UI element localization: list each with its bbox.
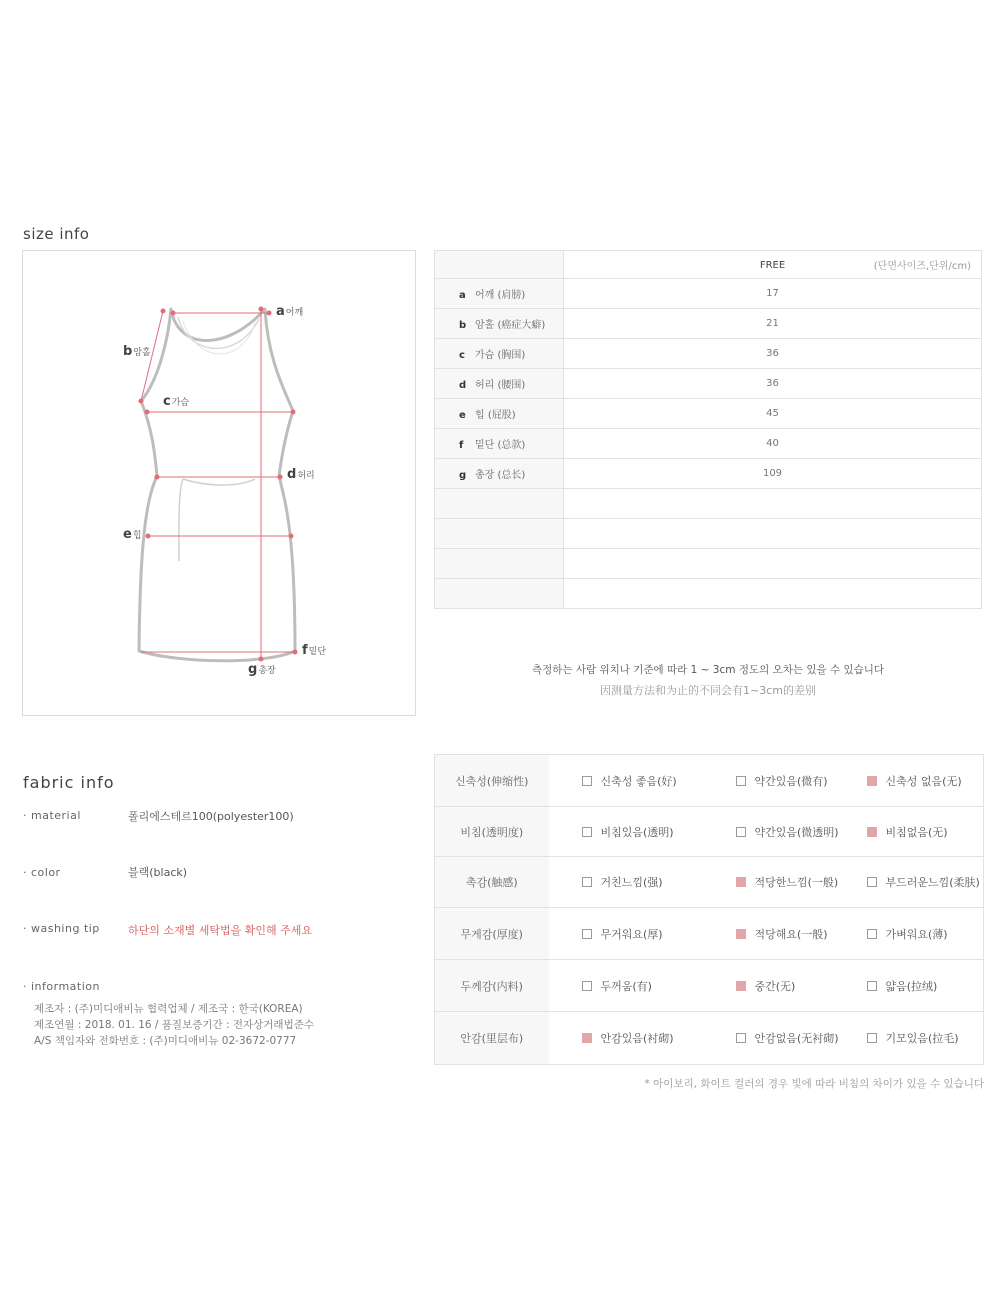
row-key: e: [459, 410, 466, 421]
checkbox: [736, 827, 746, 837]
table-row: [435, 279, 982, 309]
diagram-label-g: g총장: [248, 662, 276, 677]
row-key: g: [459, 470, 467, 481]
table-row: [435, 309, 982, 339]
diagram-label-c: c가슴: [163, 394, 190, 409]
fabric-option: [699, 857, 839, 908]
size-info-title: size info: [23, 225, 90, 243]
table-row: [435, 459, 982, 489]
row-value: 109: [564, 459, 982, 489]
checkbox-checked: [736, 981, 746, 991]
row-value: 45: [564, 399, 982, 429]
row-key: a: [459, 290, 466, 301]
fabric-option: [549, 908, 699, 960]
diagram-label-e: e힙: [123, 527, 142, 542]
row-label: [435, 279, 564, 309]
color-value: 블랙(black): [128, 866, 188, 879]
row-name: 가슴 (胸围): [475, 350, 526, 361]
diagram-label-a: a어깨: [276, 304, 304, 319]
row-key: d: [459, 380, 467, 391]
option-text: 중간(无): [754, 979, 796, 993]
option-text: 약간있음(微透明): [754, 825, 839, 839]
washing-tip-label: · washing tip: [23, 922, 100, 935]
diagram-label-f: f밑단: [302, 643, 327, 658]
row-value: 17: [564, 279, 982, 309]
option-text: 약간있음(微有): [754, 774, 828, 788]
empty-row: [435, 519, 982, 549]
washing-tip-value: 하단의 소재별 세탁법을 확인해 주세요: [128, 924, 313, 937]
option-text: 부드러운느낌(柔肤): [885, 876, 980, 889]
row-label: [435, 309, 564, 339]
color-label: · color: [23, 866, 61, 879]
fabric-option: [699, 1012, 839, 1065]
row-key: c: [459, 350, 465, 361]
fabric-option: [829, 857, 984, 908]
checkbox: [867, 929, 877, 939]
row-key: b: [459, 320, 467, 331]
fabric-option: [549, 960, 699, 1012]
info-line-manufacturer: 제조자 : (주)미디애비뉴 협력업체 / 제조국 : 한국(KOREA): [34, 1003, 303, 1015]
option-text: 두꺼움(有): [600, 979, 652, 993]
row-value: 40: [564, 429, 982, 459]
fabric-row-weight: [435, 908, 984, 960]
table-row: [435, 339, 982, 369]
size-table-corner: [435, 251, 564, 279]
fabric-row-lining: [435, 1012, 984, 1065]
fabric-option: [549, 1012, 699, 1065]
table-row: [435, 429, 982, 459]
checkbox: [582, 877, 592, 887]
material-value: 폴리에스테르100(polyester100): [128, 810, 294, 823]
checkbox: [582, 929, 592, 939]
option-text: 무거워요(厚): [600, 927, 663, 941]
size-table-header: [435, 251, 982, 279]
fabric-option: [699, 960, 829, 1012]
row-label: [435, 399, 564, 429]
fabric-option: [549, 807, 699, 857]
fabric-option: [699, 908, 829, 960]
empty-row: [435, 579, 982, 609]
checkbox-checked: [736, 877, 746, 887]
row-name: 밑단 (总款): [475, 440, 526, 451]
option-text: 얇음(拉绒): [885, 979, 938, 993]
empty-row: [435, 549, 982, 579]
checkbox: [867, 981, 877, 991]
size-free-label: FREE: [759, 260, 786, 271]
option-text: 적당해요(一般): [754, 927, 828, 941]
diagram-label-d: d허리: [287, 467, 315, 482]
dress-diagram: [22, 250, 416, 716]
fabric-row-label: 안감(里层布): [435, 1012, 549, 1065]
information-label: · information: [23, 980, 100, 993]
option-text: 비침없음(无): [885, 825, 948, 839]
empty-cell: [564, 579, 982, 609]
fabric-option: [829, 960, 984, 1012]
material-label: · material: [23, 809, 81, 822]
empty-cell: [435, 519, 564, 549]
fabric-option: [829, 1012, 984, 1065]
fabric-option: [829, 807, 984, 857]
empty-cell: [564, 549, 982, 579]
row-value: 21: [564, 309, 982, 339]
fabric-option: [699, 807, 839, 857]
fabric-info-title: fabric info: [23, 773, 115, 792]
row-value: 36: [564, 369, 982, 399]
row-label: [435, 339, 564, 369]
fabric-option: [549, 857, 699, 908]
row-name: 총장 (总长): [475, 470, 526, 481]
fabric-option: [829, 755, 984, 807]
checkbox: [582, 776, 592, 786]
empty-cell: [435, 549, 564, 579]
size-header-cell: [564, 251, 982, 279]
empty-cell: [435, 489, 564, 519]
measurement-note-zh: 因测量方法和为止的不同会有1~3cm的差别: [600, 684, 816, 697]
empty-cell: [564, 519, 982, 549]
fabric-row-label: 비침(透明度): [435, 807, 549, 857]
fabric-row-thickness: [435, 960, 984, 1012]
fabric-option: [829, 908, 984, 960]
fabric-table: [434, 754, 984, 1065]
row-name: 힙 (屁股): [475, 410, 516, 421]
row-name: 암홀 (癌症大癖): [475, 320, 546, 331]
row-value: 36: [564, 339, 982, 369]
empty-row: [435, 489, 982, 519]
checkbox-checked: [867, 827, 877, 837]
fabric-row-transparency: [435, 807, 984, 857]
fabric-option: [549, 755, 699, 807]
option-text: 기모있음(拉毛): [885, 1032, 959, 1045]
fabric-row-label: 두께감(内料): [435, 960, 549, 1012]
dress-outline-illustration: [23, 251, 417, 717]
option-text: 신축성 좋음(好): [600, 774, 677, 788]
info-line-as: A/S 책임자와 전화번호 : (주)미디애비뉴 02-3672-0777: [34, 1035, 297, 1047]
measurement-note-ko: 측정하는 사람 위치나 기준에 따라 1 ~ 3cm 정도의 오차는 있을 수 있습니다: [531, 664, 885, 676]
table-row: [435, 399, 982, 429]
option-text: 가벼워요(薄): [885, 927, 948, 941]
fabric-row-label: 무게감(厚度): [435, 908, 549, 960]
row-name: 어깨 (肩膀): [475, 290, 526, 301]
option-text: 적당한느낌(一般): [754, 876, 839, 889]
row-label: [435, 369, 564, 399]
fabric-option: [699, 755, 829, 807]
checkbox: [582, 827, 592, 837]
option-text: 신축성 없음(无): [885, 774, 962, 788]
info-line-date: 제조연월 : 2018. 01. 16 / 품질보증기간 : 전자상거래법준수: [34, 1019, 315, 1031]
row-key: f: [459, 440, 464, 451]
table-row: [435, 369, 982, 399]
checkbox-checked: [582, 1033, 592, 1043]
fabric-row-texture: [435, 857, 984, 908]
row-name: 허리 (腰围): [475, 380, 526, 391]
empty-cell: [435, 579, 564, 609]
checkbox: [867, 1033, 877, 1043]
checkbox: [736, 776, 746, 786]
checkbox: [736, 1033, 746, 1043]
checkbox: [867, 877, 877, 887]
unit-note: (단면사이즈,단위/cm): [873, 261, 971, 272]
fabric-footnote: * 아이보리, 화이트 컬러의 경우 빛에 따라 비침의 차이가 있을 수 있습니다: [644, 1078, 984, 1090]
option-text: 안감없음(无衬砌): [754, 1032, 839, 1045]
checkbox: [582, 981, 592, 991]
fabric-row-label: 촉감(触感): [435, 857, 549, 908]
row-label: [435, 459, 564, 489]
option-text: 안감있음(衬砌): [600, 1032, 674, 1045]
diagram-label-b: b암홀: [123, 344, 151, 359]
fabric-row-label: 신축성(伸缩性): [435, 755, 549, 807]
empty-cell: [564, 489, 982, 519]
row-label: [435, 429, 564, 459]
option-text: 비침있음(透明): [600, 825, 674, 839]
checkbox-checked: [867, 776, 877, 786]
size-table: [434, 250, 982, 609]
checkbox-checked: [736, 929, 746, 939]
fabric-row-stretch: [435, 755, 984, 807]
option-text: 거친느낌(强): [600, 876, 663, 889]
